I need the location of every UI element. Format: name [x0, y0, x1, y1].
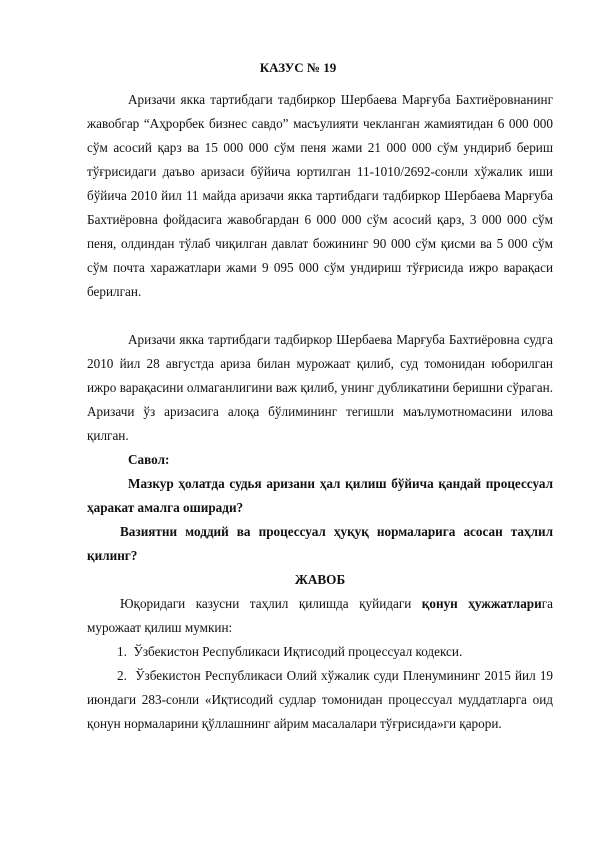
list-item	[87, 664, 553, 736]
question-analysis: Вазиятни моддий ва процессуал ҳуқуқ нормаларига асосан таҳлил қилинг?	[87, 524, 553, 563]
list-item-text: Ўзбекистон Республикаси Иқтисодий процессуал кодекси.	[133, 644, 463, 659]
question-label: Савол:	[128, 452, 170, 467]
list-item	[87, 640, 553, 664]
answer-intro-legal-acts: қонун ҳужжатлари	[421, 596, 542, 611]
answer-intro-start: Юқоридаги казусни таҳлил қилишда қуйидаги	[120, 596, 422, 611]
case-description-paragraph: Аризачи якка тартибдаги тадбиркор Шербаева Марғуба Бахтиёровнанинг жавобгар “Аҳрорбек бизнес савдо” масъулияти чекланган жамиятидан 6 000 000 сўм асосий қарз ва 15 000 000 сўм пеня жами 21 000 000 сўм ундириб бериш тўғрисидаги даъво аризаси бўйича юртилган 11-1010/2692-сонли хўжалик иши бўйича 2010 йил 11 майда аризачи якка тартибдаги тадбиркор Шербаева Марғуба Бахтиёровна фойдасига жавобгардан 6 000 000 сўм асосий қарз, 3 000 000 сўм пеня, олдиндан тўлаб чиқилган давлат божининг 90 000 сўм қисми ва 5 000 сўм сўм почта харажатлари жами 9 095 000 сўм ундириш тўғрисида ижро варақаси берилган.	[87, 92, 553, 299]
case-application-paragraph: Аризачи якка тартибдаги тадбиркор Шербаева Марғуба Бахтиёровна судга 2010 йил 28 августда ариза билан мурожаат қилиб, суд томонидан юборилган ижро варақасини олмаганлигини важ қилиб, унинг дубликатини беришни сўраган. Аризачи ўз аризасига алоқа бўлимининг тегишли маълумотномасини илова қилган.	[87, 332, 553, 443]
list-item-text: Ўзбекистон Республикаси Олий хўжалик суди Пленумининг 2015 йил 19 июндаги 283-сонли «Иқтисодий судлар томонидан процессуал муддатларга оид қонун нормаларини қўллашнинг айрим масалалари тўғрисида»ги қарори.	[87, 668, 554, 731]
answer-intro	[87, 592, 553, 640]
list-item-number: 1.	[117, 644, 127, 659]
question-procedural-action: Мазкур ҳолатда судья аризани ҳал қилиш бўйича қандай процессуал ҳаракат амалга оширади?	[87, 476, 553, 515]
answer-intro-end: га мурожаат қилиш мумкин:	[87, 596, 553, 635]
answer-title: ЖАВОБ	[294, 572, 346, 587]
list-item-number: 2.	[117, 668, 127, 683]
case-title: КАЗУС № 19	[259, 60, 337, 75]
